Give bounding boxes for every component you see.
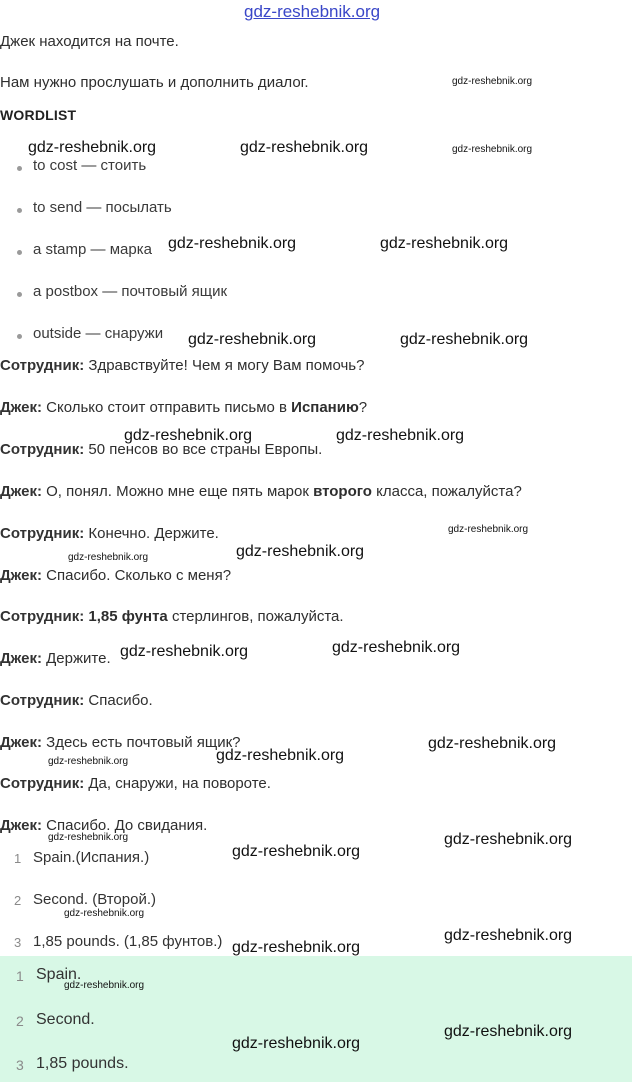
speaker-label: Сотрудник: [0, 357, 85, 374]
speaker-label: Сотрудник: [0, 692, 85, 709]
answer-text: Second. (Второй.) [33, 891, 156, 908]
dialogue-line [0, 398, 367, 418]
watermark: gdz-reshebnik.org [240, 139, 369, 156]
watermark: gdz-reshebnik.org [428, 735, 557, 752]
wordlist-item: a stamp — марка [33, 241, 152, 258]
speaker-label: Сотрудник: [0, 441, 85, 458]
speaker-label: Сотрудник: [0, 775, 85, 792]
answer-number: 3 [14, 935, 22, 950]
watermark: gdz-reshebnik.org [444, 1023, 573, 1040]
answer-text: 1,85 pounds. [36, 1055, 129, 1072]
watermark: gdz-reshebnik.org [400, 331, 529, 348]
wordlist-heading: WORDLIST [0, 107, 77, 123]
watermark: gdz-reshebnik.org [64, 908, 145, 919]
task-text: Нам нужно прослушать и дополнить диалог. [0, 74, 309, 91]
dialogue-highlight: Испанию [291, 399, 359, 416]
watermark: gdz-reshebnik.org [64, 980, 145, 991]
watermark: gdz-reshebnik.org [236, 543, 365, 560]
speaker-label: Джек: [0, 650, 42, 667]
dialogue-line [0, 774, 271, 794]
dialogue-highlight: 1,85 фунта [88, 608, 168, 625]
wordlist-item: to send — посылать [33, 199, 172, 216]
bullet-icon [17, 250, 22, 255]
dialogue-text: Держите. [46, 650, 111, 667]
speaker-label: Джек: [0, 817, 42, 834]
watermark: gdz-reshebnik.org [232, 843, 361, 860]
answer-text: Spain.(Испания.) [33, 849, 150, 866]
speaker-label: Сотрудник: [0, 608, 85, 625]
watermark: gdz-reshebnik.org [48, 756, 129, 767]
watermark: gdz-reshebnik.org [232, 939, 361, 956]
watermark: gdz-reshebnik.org [120, 643, 249, 660]
dialogue-line [0, 524, 219, 544]
dialogue-text: 50 пенсов во все страны Европы. [88, 441, 323, 458]
bullet-icon [17, 292, 22, 297]
dialogue-text: Да, снаружи, на повороте. [88, 775, 271, 792]
watermark: gdz-reshebnik.org [448, 524, 529, 535]
dialogue-line [0, 482, 522, 502]
dialogue-text: Спасибо. Сколько с меня? [46, 567, 232, 584]
answer-number: 1 [16, 968, 24, 984]
answer-number: 1 [14, 851, 22, 866]
dialogue-text-end: класса, пожалуйста? [376, 483, 522, 500]
watermark: gdz-reshebnik.org [124, 427, 253, 444]
speaker-label: Джек: [0, 483, 42, 500]
watermark: gdz-reshebnik.org [48, 832, 129, 843]
watermark: gdz-reshebnik.org [336, 427, 465, 444]
dialogue-highlight: второго [313, 483, 372, 500]
correct-answers-panel [0, 956, 632, 1082]
watermark: gdz-reshebnik.org [188, 331, 317, 348]
dialogue-line [0, 356, 364, 376]
watermark: gdz-reshebnik.org [232, 1035, 361, 1052]
dialogue-text-end: ? [358, 399, 368, 416]
bullet-icon [17, 334, 22, 339]
dialogue-text: Здравствуйте! Чем я могу Вам помочь? [88, 357, 365, 374]
intro-text: Джек находится на почте. [0, 33, 179, 50]
wordlist-item: to cost — стоить [33, 157, 147, 174]
speaker-label: Джек: [0, 567, 42, 584]
watermark: gdz-reshebnik.org [380, 235, 509, 252]
speaker-label: Сотрудник: [0, 525, 85, 542]
watermark: gdz-reshebnik.org [168, 235, 297, 252]
watermark: gdz-reshebnik.org [332, 639, 461, 656]
dialogue-line [0, 566, 231, 586]
answer-number: 2 [16, 1013, 24, 1029]
speaker-label: Джек: [0, 734, 42, 751]
wordlist-item: a postbox — почтовый ящик [33, 283, 228, 300]
bullet-icon [17, 208, 22, 213]
dialogue-line [0, 691, 153, 711]
watermark: gdz-reshebnik.org [68, 552, 149, 563]
dialogue-line [0, 607, 344, 627]
dialogue-text: Спасибо. [88, 692, 153, 709]
dialogue-text-end: стерлингов, пожалуйста. [171, 608, 344, 625]
watermark: gdz-reshebnik.org [28, 139, 157, 156]
watermark: gdz-reshebnik.org [452, 144, 533, 155]
dialogue-line [0, 733, 241, 753]
watermark-link[interactable]: gdz-reshebnik.org [244, 2, 381, 21]
watermark: gdz-reshebnik.org [452, 76, 533, 87]
watermark: gdz-reshebnik.org [444, 831, 573, 848]
speaker-label: Джек: [0, 399, 42, 416]
watermark: gdz-reshebnik.org [216, 747, 345, 764]
wordlist-item: outside — снаружи [33, 325, 164, 342]
answer-text: 1,85 pounds. (1,85 фунтов.) [33, 933, 223, 950]
dialogue-text: О, понял. Можно мне еще пять марок [46, 483, 309, 500]
dialogue-text: Конечно. Держите. [88, 525, 219, 542]
answer-number: 2 [14, 893, 22, 908]
dialogue-line [0, 649, 111, 669]
dialogue-text: Спасибо. До свидания. [46, 817, 208, 834]
bullet-icon [17, 166, 22, 171]
answer-text: Second. [36, 1011, 95, 1028]
dialogue-text: Здесь есть почтовый ящик? [46, 734, 241, 751]
watermark: gdz-reshebnik.org [444, 927, 573, 944]
answer-number: 3 [16, 1057, 24, 1073]
answer-text: Spain. [36, 966, 82, 983]
dialogue-text: Сколько стоит отправить письмо в [46, 399, 287, 416]
